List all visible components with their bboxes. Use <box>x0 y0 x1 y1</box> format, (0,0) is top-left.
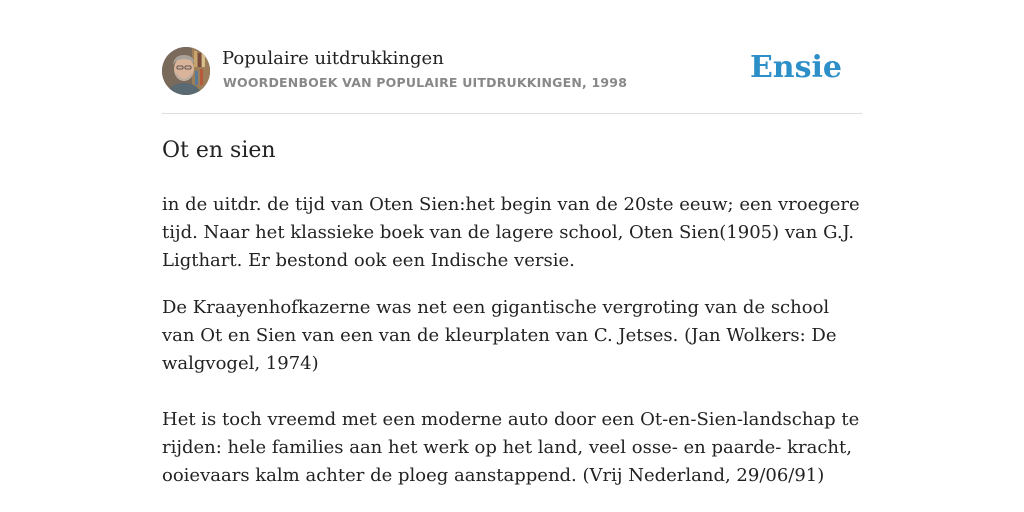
entry-title: Ot en sien <box>162 138 276 163</box>
source-header <box>162 46 862 114</box>
source-subtitle: WOORDENBOEK VAN POPULAIRE UITDRUKKINGEN, 1998 <box>223 75 628 90</box>
entry-paragraph-definition: in de uitdr. de tijd van Oten Sien:het begin van de 20ste eeuw; een vroegere tijd. Naar het klassieke boek van de lagere school, Oten Sien(1905) van G.J. Ligthart. Er bestond ook een Indische versie. <box>162 194 860 271</box>
entry-card <box>162 46 862 486</box>
entry-body <box>162 191 862 490</box>
source-name[interactable]: Populaire uitdrukkingen <box>222 48 444 69</box>
ensie-logo[interactable]: Ensie <box>749 50 842 85</box>
entry-paragraph-quote-2: Het is toch vreemd met een moderne auto door een Ot-en-Sien-landschap te rijden: hele families aan het werk op het land, veel osse- en paarde- kracht, ooievaars kalm achter de ploeg aanstappend. (Vrij Nederland, 29/06/91) <box>162 409 860 486</box>
portrait-photo-icon <box>162 47 210 95</box>
entry-paragraph-quote-1: De Kraayenhofkazerne was net een gigantische vergroting van de school van Ot en Sien van een van de kleurplaten van C. Jetses. (Jan Wolkers: De walgvogel, 1974) <box>162 297 837 374</box>
avatar[interactable] <box>162 47 210 95</box>
